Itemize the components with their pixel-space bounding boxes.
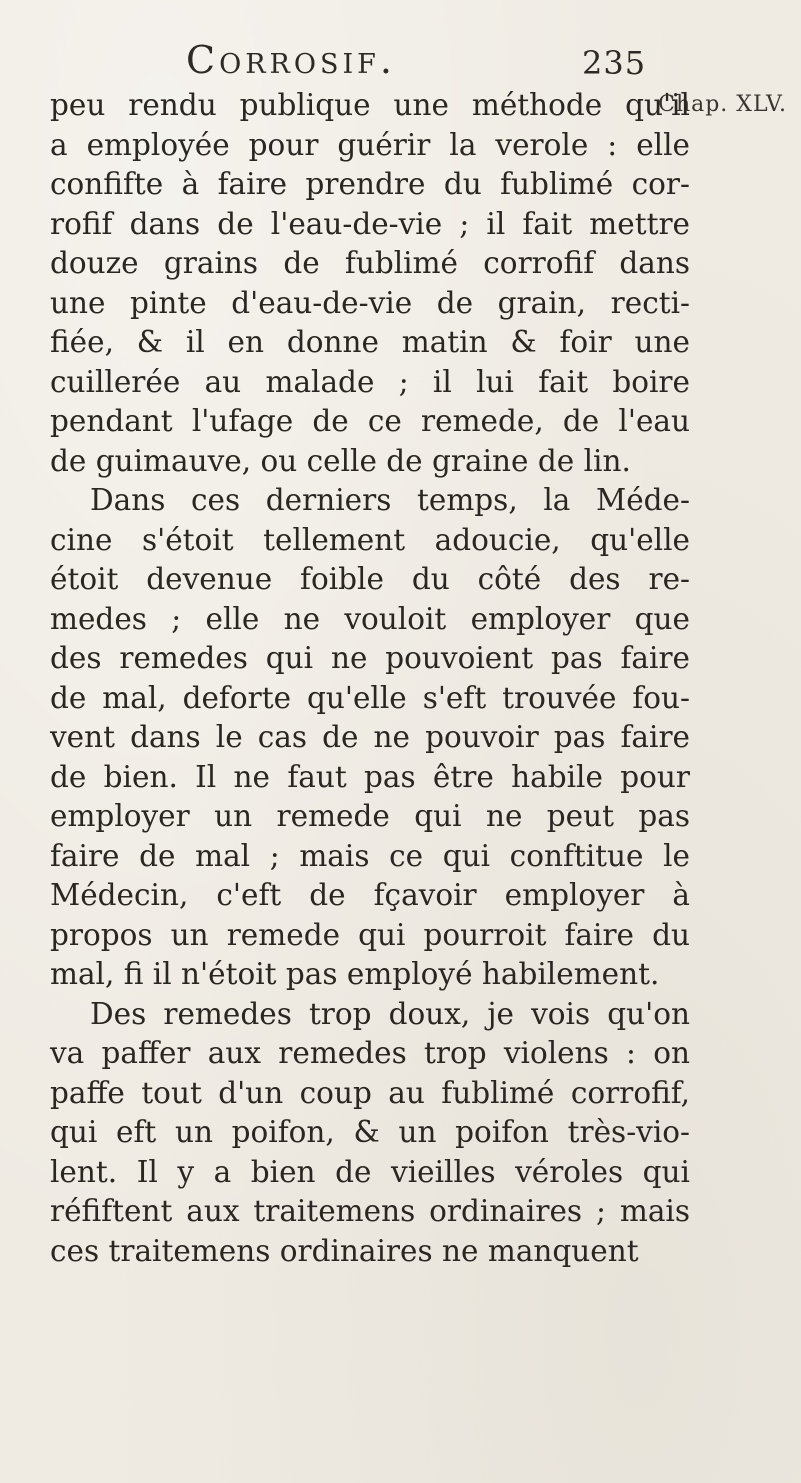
text-line: mal, fi il n'étoit pas employé habilement. — [50, 957, 660, 991]
text-line: lent. Il y a bien de vieilles véroles qui — [50, 1154, 690, 1189]
text-line: qui eft un poifon, & un poifon très-vio- — [50, 1115, 690, 1149]
text-line: réfiftent aux traitemens ordinaires ; mais — [50, 1194, 690, 1228]
text-line: des remedes qui ne pouvoient pas faire — [50, 641, 690, 675]
text-line: une pinte d'eau-de-vie de grain, recti- — [50, 285, 690, 320]
text-line: vent dans le cas de ne pouvoir pas faire — [50, 720, 690, 754]
text-line: confifte à faire prendre du fublimé cor- — [50, 167, 690, 201]
paragraph-start-line: Des remedes trop doux, je vois qu'on — [90, 996, 690, 1031]
text-line: medes ; elle ne vouloit employer que — [50, 601, 690, 636]
text-line: pendant l'ufage de ce remede, de l'eau — [50, 404, 690, 438]
paragraph-start-line: Dans ces derniers temps, la Méde- — [90, 483, 690, 517]
text-line: propos un remede qui pourroit faire du — [50, 917, 690, 952]
text-line: peu rendu publique une méthode qu'il — [50, 88, 690, 122]
text-line: rofif dans de l'eau-de-vie ; il fait mettre — [50, 206, 690, 241]
page-header — [0, 38, 801, 86]
chapter-reference: Chap. XLV. — [658, 92, 787, 117]
text-line: fiée, & il en donne matin & foir une — [50, 325, 690, 359]
text-line: de bien. Il ne faut pas être habile pour — [50, 759, 690, 794]
text-line: faire de mal ; mais ce qui conftitue le — [50, 838, 690, 873]
text-line: de mal, deforte qu'elle s'eft trouvée fou- — [50, 680, 690, 715]
text-line: a employée pour guérir la verole : elle — [50, 127, 690, 162]
text-line: employer un remede qui ne peut pas — [50, 799, 690, 833]
page-number: 235 — [582, 44, 647, 82]
text-line: étoit devenue foible du côté des re- — [50, 562, 690, 596]
text-line: Médecin, c'eft de fçavoir employer à — [50, 878, 690, 912]
text-line: cuillerée au malade ; il lui fait boire — [50, 364, 690, 399]
text-line: de guimauve, ou celle de graine de lin. — [50, 443, 631, 478]
body-text — [50, 86, 690, 1271]
text-line: douze grains de fublimé corrofif dans — [50, 246, 690, 280]
text-line: ces traitemens ordinaires ne manquent — [50, 1233, 639, 1268]
text-line: va paffer aux remedes trop violens : on — [50, 1036, 690, 1070]
running-title: Corrosif. — [186, 38, 396, 82]
text-line: paffe tout d'un coup au fublimé corrofif, — [50, 1075, 690, 1110]
text-line: cine s'étoit tellement adoucie, qu'elle — [50, 522, 690, 557]
